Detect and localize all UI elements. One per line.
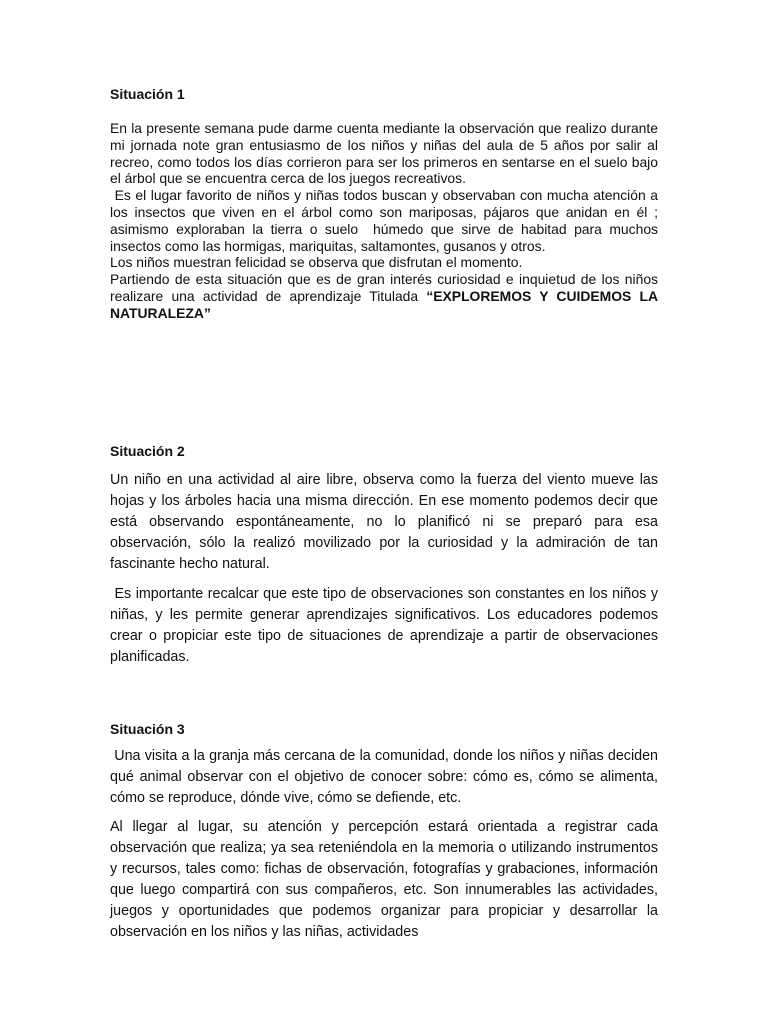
- situacion-1-body: [110, 120, 662, 322]
- situacion-1-paragraph-1: En la presente semana pude darme cuenta mediante la observación que realizo durante mi jornada note gran entusiasmo de los niños y niñas del aula de 5 años por salir al recreo, como todos los días corrieron para ser los primeros en sentarse en el suelo bajo el árbol que se encuentra cerca de los juegos recreativos.: [110, 120, 658, 187]
- situacion-1-heading: Situación 1: [110, 86, 185, 102]
- situacion-3-paragraph-2: Al llegar al lugar, su atención y percepción estará orientada a registrar cada observación que realiza; ya sea reteniéndola en la memoria o utilizando instrumentos y recursos, tales como: fichas de observación, fotografías y grabaciones, información que luego compartirá con sus compañeros, etc. Son innumerables las actividades, juegos y oportunidades que podemos organizar para propiciar y desarrollar la observación en los niños y las niñas, actividades: [110, 819, 658, 940]
- situacion-3-heading: Situación 3: [110, 721, 185, 737]
- situacion-1-closing-text: Partiendo de esta situación que es de gran interés curiosidad e inquietud de los niños realizare una actividad de aprendizaje Titulada: [110, 271, 658, 304]
- situacion-2-heading: Situación 2: [110, 443, 185, 459]
- situacion-2-paragraph-1: Un niño en una actividad al aire libre, observa como la fuerza del viento mueve las hojas y los árboles hacia una misma dirección. En ese momento podemos decir que está observando espontáneamente, no lo planificó ni se preparó para esa observación, sólo la realizó movilizado por la curiosidad y la admiración de tan fascinante hecho natural.: [110, 472, 658, 572]
- situacion-1-paragraph-3: Los niños muestran felicidad se observa que disfrutan el momento.: [110, 254, 523, 271]
- situacion-2-body: [110, 470, 662, 668]
- situacion-1-paragraph-2: Es el lugar favorito de niños y niñas todos buscan y observaban con mucha atención a los insectos que viven en el árbol como son mariposas, pájaros que anidan en él ; asimismo exploraban la tierra o suelo húmedo que sirve de habitad para muchos insectos como las hormigas, mariquitas, saltamontes, gusanos y otros.: [110, 187, 662, 254]
- activity-title: “EXPLOREMOS Y CUIDEMOS LA NATURALEZA”: [110, 287, 658, 321]
- situacion-1-closing: [110, 271, 658, 321]
- situacion-3-body: [110, 746, 662, 943]
- situacion-3-paragraph-1: Una visita a la granja más cercana de la comunidad, donde los niños y niñas deciden qué animal observar con el objetivo de conocer sobre: cómo es, cómo se alimenta, cómo se reproduce, dónde vive, cómo se defiende, etc.: [110, 748, 662, 806]
- situacion-2-paragraph-2: Es importante recalcar que este tipo de observaciones son constantes en los niños y niñas, y les permite generar aprendizajes significativos. Los educadores podemos crear o propiciar este tipo de situaciones de aprendizaje a partir de observaciones planificadas.: [110, 586, 662, 665]
